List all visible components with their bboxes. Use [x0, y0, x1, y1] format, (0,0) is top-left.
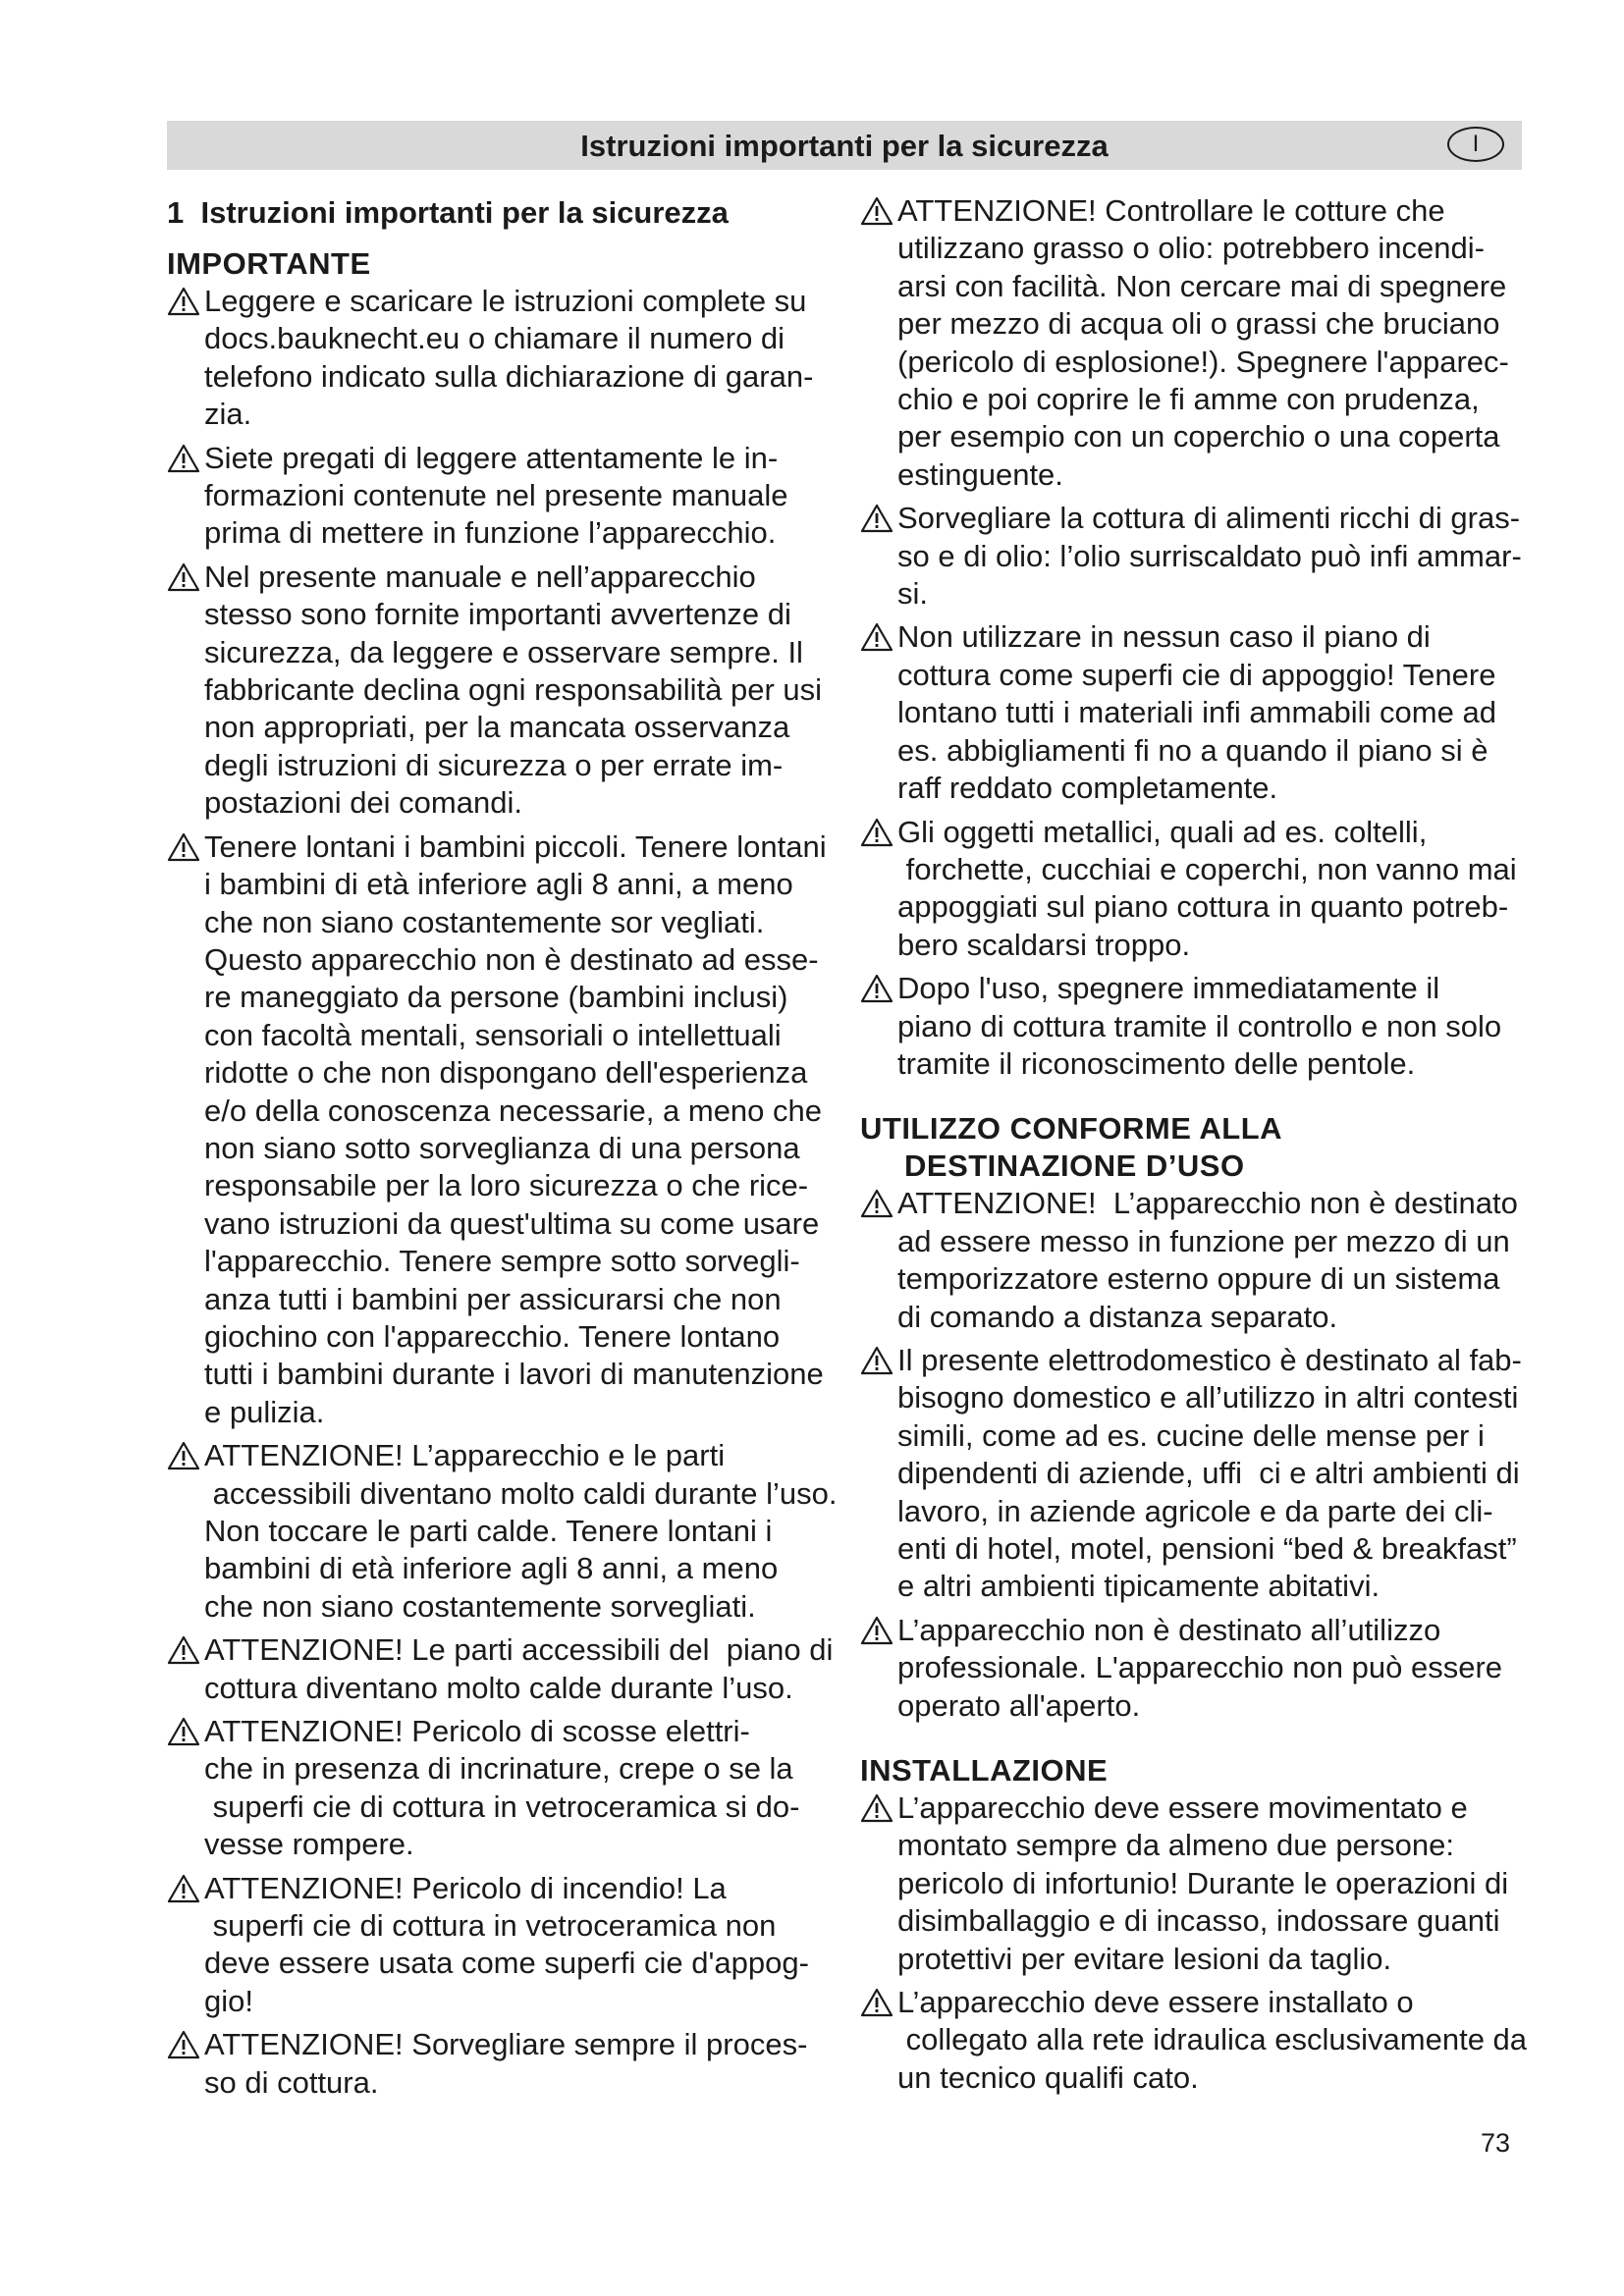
- warning-triangle-icon: [167, 1635, 200, 1665]
- warning-text-line: appoggiati sul piano cottura in quanto potreb-: [897, 889, 1509, 925]
- warning-text-line: bero scaldarsi troppo.: [897, 927, 1191, 962]
- warning-text-line: per mezzo di acqua oli o grassi che bruciano: [897, 306, 1500, 342]
- warning-triangle-icon: [167, 1717, 200, 1746]
- left-warning-item: [167, 1870, 854, 2021]
- warning-text-line: deve essere usata come superfi cie d'appog-: [204, 1946, 809, 1981]
- warning-triangle-icon: [860, 974, 893, 1003]
- warning-text-line: si.: [897, 576, 928, 612]
- header-title: Istruzioni importanti per la sicurezza: [580, 129, 1109, 163]
- warning-triangle-icon: [167, 2030, 200, 2059]
- warning-text-line: ATTENZIONE! Sorvegliare sempre il proces-: [204, 2027, 808, 2062]
- warning-text-line: docs.bauknecht.eu o chiamare il numero di: [204, 321, 785, 356]
- warning-text-line: ATTENZIONE! Le parti accessibili del piano di: [204, 1632, 834, 1668]
- warning-text-line: non siano sotto sorveglianza di una persona: [204, 1130, 800, 1165]
- warning-triangle-icon: [860, 1616, 893, 1645]
- warning-text-line: zia.: [204, 397, 252, 432]
- warning-text-line: pericolo di infortunio! Durante le operazioni di: [897, 1865, 1509, 1900]
- warning-text-line: Nel presente manuale e nell’apparecchio: [204, 559, 756, 594]
- right-column: [860, 192, 1547, 2103]
- heading-importante: IMPORTANTE: [167, 246, 371, 281]
- warning-text-line: forchette, cucchiai e coperchi, non vanno mai: [897, 851, 1517, 886]
- left-warning-item: [167, 559, 854, 823]
- left-warning-item: [167, 1713, 854, 1864]
- warning-triangle-icon: [860, 1988, 893, 2017]
- warning-text-line: anza tutti i bambini per assicurarsi che non: [204, 1281, 782, 1316]
- warning-triangle-icon: [167, 832, 200, 862]
- warning-text-line: l'apparecchio. Tenere sempre sotto sorvegli-: [204, 1244, 800, 1279]
- utilizzo-items-list: [860, 1185, 1547, 1725]
- warning-text-line: estinguente.: [897, 456, 1063, 492]
- language-badge: I: [1447, 127, 1504, 162]
- warning-text-line: temporizzatore esterno oppure di un sistema: [897, 1261, 1500, 1297]
- warning-text-line: e pulizia.: [204, 1394, 325, 1429]
- warning-text-line: cottura come superfi cie di appoggio! Tenere: [897, 657, 1496, 692]
- warning-text-line: di comando a distanza separato.: [897, 1299, 1338, 1334]
- warning-triangle-icon: [860, 1793, 893, 1823]
- warning-text-line: L’apparecchio deve essere movimentato e: [897, 1790, 1468, 1826]
- warning-text-line: ATTENZIONE! Pericolo di incendio! La: [204, 1870, 727, 1905]
- utilizzo-warning-item: [860, 1342, 1547, 1606]
- left-warning-item: [167, 283, 854, 434]
- warning-triangle-icon: [167, 1441, 200, 1470]
- warning-text-line: utilizzano grasso o olio: potrebbero incendi-: [897, 231, 1485, 266]
- header-bar: [167, 121, 1522, 170]
- warning-text-line: per esempio con un coperchio o una coperta: [897, 419, 1500, 454]
- warning-text-line: vesse rompere.: [204, 1827, 414, 1862]
- warning-text-line: Non utilizzare in nessun caso il piano di: [897, 619, 1431, 655]
- right-warning-item: [860, 618, 1547, 807]
- warning-text-line: superfi cie di cottura in vetroceramica si do-: [204, 1789, 800, 1824]
- left-items-list: [167, 283, 854, 2102]
- warning-text-line: prima di mettere in funzione l’apparecchio.: [204, 515, 777, 551]
- installazione-warning-item: [860, 1984, 1547, 2097]
- warning-text-line: enti di hotel, motel, pensioni “bed & breakfast”: [897, 1531, 1517, 1566]
- right-warning-item: [860, 500, 1547, 613]
- warning-text-line: tutti i bambini durante i lavori di manutenzione: [204, 1357, 824, 1392]
- warning-text-line: i bambini di età inferiore agli 8 anni, a meno: [204, 867, 793, 902]
- warning-text-line: sicurezza, da leggere e osservare sempre. Il: [204, 634, 803, 669]
- warning-triangle-icon: [167, 562, 200, 592]
- right-warning-item: [860, 192, 1547, 494]
- warning-text-line: ATTENZIONE! L’apparecchio non è destinato: [897, 1186, 1518, 1221]
- warning-text-line: piano di cottura tramite il controllo e non solo: [897, 1008, 1502, 1043]
- installazione-warning-item: [860, 1789, 1547, 1978]
- warning-text-line: responsabile per la loro sicurezza o che rice-: [204, 1168, 809, 1203]
- utilizzo-warning-item: [860, 1185, 1547, 1336]
- warning-triangle-icon: [860, 818, 893, 847]
- warning-text-line: degli istruzioni di sicurezza o per errate im-: [204, 747, 784, 782]
- warning-text-line: Sorvegliare la cottura di alimenti ricchi di gras-: [897, 501, 1521, 536]
- warning-text-line: collegato alla rete idraulica esclusivamente da: [897, 2022, 1528, 2057]
- warning-triangle-icon: [860, 622, 893, 652]
- warning-text-line: L’apparecchio deve essere installato o: [897, 1985, 1414, 2020]
- warning-text-line: che non siano costantemente sorvegliati.: [204, 1588, 756, 1624]
- warning-text-line: e/o della conoscenza necessarie, a meno che: [204, 1093, 823, 1128]
- heading-utilizzo: [860, 1110, 1547, 1185]
- warning-text-line: gio!: [204, 1983, 253, 2018]
- warning-text-line: so e di olio: l’olio surriscaldato può infi ammar-: [897, 538, 1522, 573]
- warning-text-line: ad essere messo in funzione per mezzo di un: [897, 1223, 1510, 1258]
- left-warning-item: [167, 1631, 854, 1707]
- warning-text-line: postazioni dei comandi.: [204, 785, 522, 821]
- section-title: 1 Istruzioni importanti per la sicurezza: [167, 195, 729, 230]
- left-warning-item: [167, 1437, 854, 1626]
- warning-text-line: Dopo l'uso, spegnere immediatamente il: [897, 971, 1440, 1006]
- warning-text-line: che in presenza di incrinature, crepe o se la: [204, 1751, 793, 1787]
- warning-text-line: e altri ambienti tipicamente abitativi.: [897, 1569, 1380, 1604]
- warning-text-line: Non toccare le parti calde. Tenere lontani i: [204, 1514, 773, 1548]
- warning-text-line: un tecnico qualifi cato.: [897, 2059, 1199, 2095]
- warning-triangle-icon: [860, 196, 893, 226]
- warning-triangle-icon: [860, 1189, 893, 1218]
- left-column: [167, 192, 854, 2108]
- warning-text-line: simili, come ad es. cucine delle mense per i: [897, 1417, 1485, 1453]
- left-warning-item: [167, 828, 854, 1432]
- warning-text-line: (pericolo di esplosione!). Spegnere l'apparec-: [897, 344, 1509, 379]
- warning-text-line: Gli oggetti metallici, quali ad es. coltelli,: [897, 814, 1428, 849]
- warning-text-line: ATTENZIONE! Pericolo di scosse elettri-: [204, 1714, 750, 1749]
- left-warning-item: [167, 2026, 854, 2102]
- warning-triangle-icon: [167, 444, 200, 473]
- warning-text-line: protettivi per evitare lesioni da taglio.: [897, 1941, 1392, 1976]
- warning-text-line: ATTENZIONE! Controllare le cotture che: [897, 193, 1445, 228]
- warning-text-line: montato sempre da almeno due persone:: [897, 1828, 1454, 1863]
- warning-text-line: lontano tutti i materiali infi ammabili come ad: [897, 695, 1496, 730]
- warning-text-line: operato all'aperto.: [897, 1687, 1141, 1723]
- warning-text-line: Leggere e scaricare le istruzioni complete su: [204, 284, 807, 318]
- installazione-items-list: [860, 1789, 1547, 2097]
- heading-utilizzo-line-1: UTILIZZO CONFORME ALLA: [860, 1111, 1283, 1147]
- warning-text-line: fabbricante declina ogni responsabilità per usi: [204, 672, 823, 708]
- warning-text-line: ridotte o che non dispongano dell'esperienza: [204, 1055, 808, 1091]
- right-warning-item: [860, 814, 1547, 965]
- warning-text-line: bisogno domestico e all’utilizzo in altri contesti: [897, 1380, 1519, 1415]
- warning-text-line: es. abbigliamenti fi no a quando il piano si è: [897, 732, 1489, 768]
- heading-installazione: INSTALLAZIONE: [860, 1753, 1109, 1789]
- warning-text-line: chio e poi coprire le fi amme con prudenza,: [897, 382, 1480, 417]
- warning-text-line: lavoro, in aziende agricole e da parte dei cli-: [897, 1493, 1493, 1528]
- warning-text-line: Siete pregati di leggere attentamente le in-: [204, 440, 779, 475]
- warning-triangle-icon: [860, 1346, 893, 1375]
- left-warning-item: [167, 440, 854, 553]
- warning-text-line: Tenere lontani i bambini piccoli. Tenere lontani: [204, 828, 827, 864]
- right-warning-item: [860, 970, 1547, 1083]
- warning-text-line: vano istruzioni da quest'ultima su come usare: [204, 1205, 820, 1241]
- warning-text-line: tramite il riconoscimento delle pentole.: [897, 1045, 1416, 1081]
- warning-text-line: stesso sono fornite importanti avvertenze di: [204, 597, 791, 632]
- warning-text-line: formazioni contenute nel presente manuale: [204, 478, 788, 513]
- warning-text-line: cottura diventano molto calde durante l’uso.: [204, 1670, 793, 1705]
- warning-text-line: raff reddato completamente.: [897, 771, 1278, 806]
- warning-text-line: so di cottura.: [204, 2064, 379, 2100]
- warning-text-line: non appropriati, per la mancata osservanza: [204, 710, 790, 745]
- warning-text-line: telefono indicato sulla dichiarazione di garan-: [204, 358, 814, 394]
- warning-text-line: Il presente elettrodomestico è destinato al fab-: [897, 1342, 1522, 1377]
- warning-text-line: Questo apparecchio non è destinato ad esse-: [204, 941, 819, 977]
- warning-text-line: con facoltà mentali, sensoriali o intellettuali: [204, 1017, 782, 1052]
- warning-text-line: che non siano costantemente sor vegliati.: [204, 904, 765, 939]
- warning-triangle-icon: [860, 504, 893, 533]
- warning-text-line: arsi con facilità. Non cercare mai di spegnere: [897, 268, 1507, 303]
- warning-text-line: bambini di età inferiore agli 8 anni, a meno: [204, 1551, 779, 1586]
- utilizzo-warning-item: [860, 1612, 1547, 1725]
- warning-triangle-icon: [167, 1874, 200, 1903]
- warning-text-line: giochino con l'apparecchio. Tenere lontano: [204, 1318, 781, 1354]
- warning-text-line: dipendenti di aziende, uffi ci e altri ambienti di: [897, 1456, 1520, 1491]
- warning-text-line: L’apparecchio non è destinato all’utilizzo: [897, 1612, 1441, 1647]
- page-number: 73: [1481, 2128, 1511, 2158]
- warning-text-line: accessibili diventano molto caldi durante l’uso.: [204, 1475, 838, 1511]
- warning-text-line: disimballaggio e di incasso, indossare guanti: [897, 1903, 1500, 1939]
- warning-text-line: re maneggiato da persone (bambini inclusi): [204, 980, 788, 1015]
- warning-triangle-icon: [167, 287, 200, 316]
- warning-text-line: ATTENZIONE! L’apparecchio e le parti: [204, 1438, 726, 1473]
- warning-text-line: professionale. L'apparecchio non può essere: [897, 1650, 1503, 1685]
- warning-text-line: superfi cie di cottura in vetroceramica non: [204, 1908, 777, 1944]
- right-items-top-list: [860, 192, 1547, 1083]
- heading-utilizzo-line-2: DESTINAZIONE D’USO: [904, 1148, 1245, 1184]
